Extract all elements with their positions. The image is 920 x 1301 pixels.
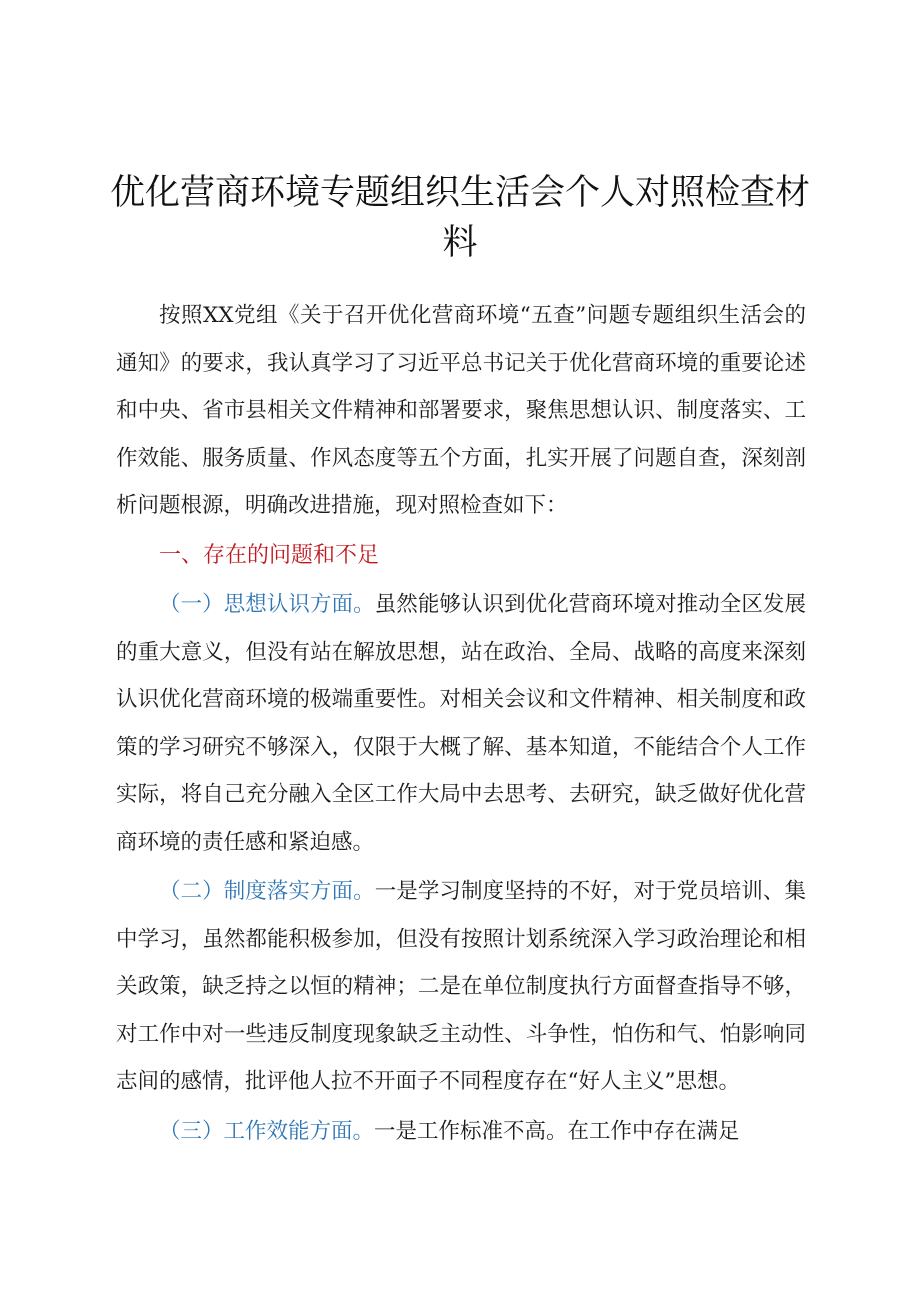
sub3-label: （三）工作效能方面。 bbox=[159, 1118, 375, 1144]
sub3-text: 一是工作标准不高。在工作中存在满足 bbox=[374, 1118, 740, 1144]
sub3-paragraph bbox=[116, 1108, 806, 1156]
document-body bbox=[116, 292, 806, 1155]
sub1-text: 虽然能够认识到优化营商环境对推动全区发展的重大意义，但没有站在解放思想，站在政治、全局、战略的高度来深刻认识优化营商环境的极端重要性。对相关会议和文件精神、相关制度和政策的学习研究不够深入，仅限于大概了解、基本知道，不能结合个人工作实际，将自己充分融入全区工作大局中去思考、去研究，缺乏做好优化营商环境的责任感和紧迫感。 bbox=[116, 592, 806, 855]
intro-paragraph: 按照XX党组《关于召开优化营商环境“五查”问题专题组织生活会的通知》的要求，我认真学习了习近平总书记关于优化营商环境的重要论述和中央、省市县相关文件精神和部署要求，聚焦思想认识、制度落实、工作效能、服务质量、作风态度等五个方面，扎实开展了问题自查，深刻剖析问题根源，明确改进措施，现对照检查如下： bbox=[116, 303, 806, 518]
document-title: 优化营商环境专题组织生活会个人对照检查材料 bbox=[109, 173, 810, 263]
sub2-text: 一是学习制度坚持的不好，对于党员培训、集中学习，虽然都能积极参加，但没有按照计划系统深入学习政治理论和相关政策，缺乏持之以恒的精神；二是在单位制度执行方面督查指导不够，对工作中对一些违反制度现象缺乏主动性、斗争性，怕伤和气、怕影响同志间的感情，批评他人拉不开面子不同程度存在“好人主义”思想。 bbox=[116, 879, 806, 1094]
section1-heading: 一、存在的问题和不足 bbox=[159, 542, 380, 568]
sub2-paragraph bbox=[116, 868, 806, 1106]
sub2-label: （二）制度落实方面。 bbox=[159, 879, 375, 904]
section-heading bbox=[116, 532, 806, 580]
sub1-label: （一）思想认识方面。 bbox=[159, 592, 375, 617]
sub1-paragraph bbox=[116, 581, 806, 866]
